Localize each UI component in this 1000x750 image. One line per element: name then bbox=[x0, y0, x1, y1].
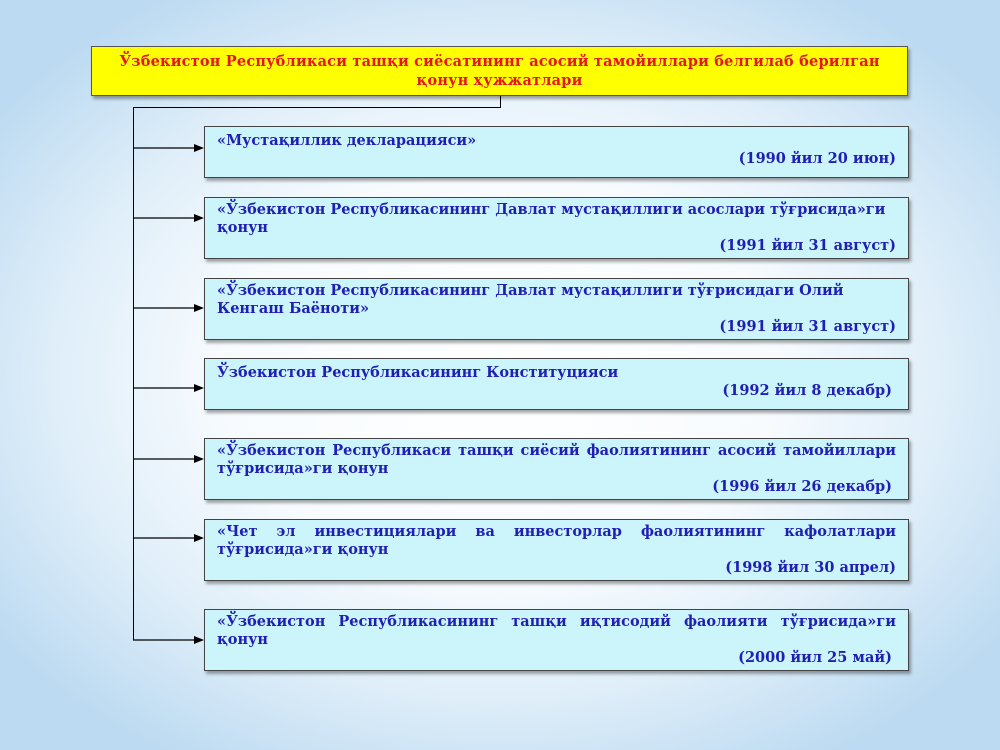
arrow-to-document-2 bbox=[133, 212, 205, 224]
document-name: «Ўзбекистон Республикасининг Давлат мустақиллиги тўғрисидаги Олий Кенгаш Баёноти» bbox=[217, 282, 844, 317]
document-date: (1991 йил 31 август) bbox=[719, 237, 896, 254]
document-name: «Ўзбекистон Республикаси ташқи сиёсий фаолиятининг асосий тамойиллари тўғрисида»ги қонун bbox=[217, 442, 896, 477]
main-vertical-connector bbox=[133, 107, 134, 640]
document-box-3 bbox=[204, 278, 909, 340]
document-box-5 bbox=[204, 438, 909, 500]
document-box-2 bbox=[204, 197, 909, 259]
arrow-to-document-1 bbox=[133, 142, 205, 154]
document-date: (1992 йил 8 декабр) bbox=[722, 382, 892, 399]
document-name: «Ўзбекистон Республикасининг ташқи иқтисодий фаолияти тўғрисида»ги қонун bbox=[217, 613, 896, 648]
arrow-to-document-3 bbox=[133, 302, 205, 314]
document-date: (1991 йил 31 август) bbox=[719, 318, 896, 335]
title-connector-horizontal bbox=[133, 107, 501, 108]
document-box-7 bbox=[204, 609, 909, 671]
document-name: «Чет эл инвестициялари ва инвесторлар фаолиятининг кафолатлари тўғрисида»ги қонун bbox=[217, 523, 896, 558]
document-box-6 bbox=[204, 519, 909, 581]
arrow-to-document-7 bbox=[133, 634, 205, 646]
document-box-1 bbox=[204, 126, 909, 178]
document-name: «Мустақиллик декларацияси» bbox=[217, 132, 477, 149]
document-box-4 bbox=[204, 358, 909, 410]
document-name: «Ўзбекистон Республикасининг Давлат мустақиллиги асослари тўғрисида»ги қонун bbox=[217, 201, 886, 236]
diagram-title: Ўзбекистон Республикаси ташқи сиёсатининг асосий тамойиллари белгилаб берилган қонун ҳужжатлари bbox=[91, 46, 908, 96]
arrow-to-document-6 bbox=[133, 532, 205, 544]
arrow-to-document-5 bbox=[133, 453, 205, 465]
arrow-to-document-4 bbox=[133, 382, 205, 394]
document-date: (1998 йил 30 апрел) bbox=[725, 559, 896, 576]
document-date: (1990 йил 20 июн) bbox=[738, 150, 896, 167]
document-date: (2000 йил 25 май) bbox=[738, 649, 892, 666]
document-name: Ўзбекистон Республикасининг Конституцияси bbox=[217, 364, 619, 381]
document-date: (1996 йил 26 декабр) bbox=[712, 478, 892, 495]
